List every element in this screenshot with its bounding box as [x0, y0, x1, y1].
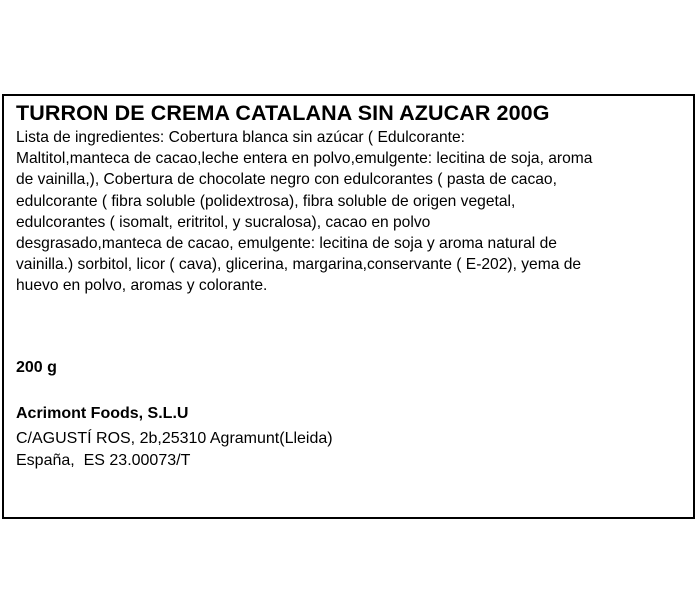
- company-address-street: C/AGUSTÍ ROS, 2b,25310 Agramunt(Lleida): [16, 430, 333, 447]
- ingredients-line: desgrasado,manteca de cacao, emulgente: lecitina de soja y aroma natural de: [16, 235, 557, 253]
- product-label: [2, 94, 695, 519]
- ingredients-list: [16, 127, 692, 297]
- ingredients-line: huevo en polvo, aromas y colorante.: [16, 277, 268, 295]
- ingredients-line: edulcorantes ( isomalt, eritritol, y sucralosa), cacao en polvo: [16, 213, 431, 231]
- product-title: TURRON DE CREMA CATALANA SIN AZUCAR 200G: [16, 101, 550, 125]
- company-name: Acrimont Foods, S.L.U: [16, 405, 189, 422]
- ingredients-line: Lista de ingredientes: Cobertura blanca sin azúcar ( Edulcorante:: [16, 129, 466, 146]
- company-address-country: España, ES 23.00073/T: [16, 452, 191, 469]
- ingredients-line: vainilla.) sorbitol, licor ( cava), glicerina, margarina,conservante ( E-202), yema de: [16, 256, 582, 274]
- net-weight: 200 g: [16, 359, 57, 376]
- ingredients-line: de vainilla,), Cobertura de chocolate negro con edulcorantes ( pasta de cacao,: [16, 171, 557, 189]
- ingredients-line: edulcorante ( fibra soluble (polidextrosa), fibra soluble de origen vegetal,: [16, 192, 516, 210]
- ingredients-line: Maltitol,manteca de cacao,leche entera en polvo,emulgente: lecitina de soja, aroma: [16, 150, 593, 168]
